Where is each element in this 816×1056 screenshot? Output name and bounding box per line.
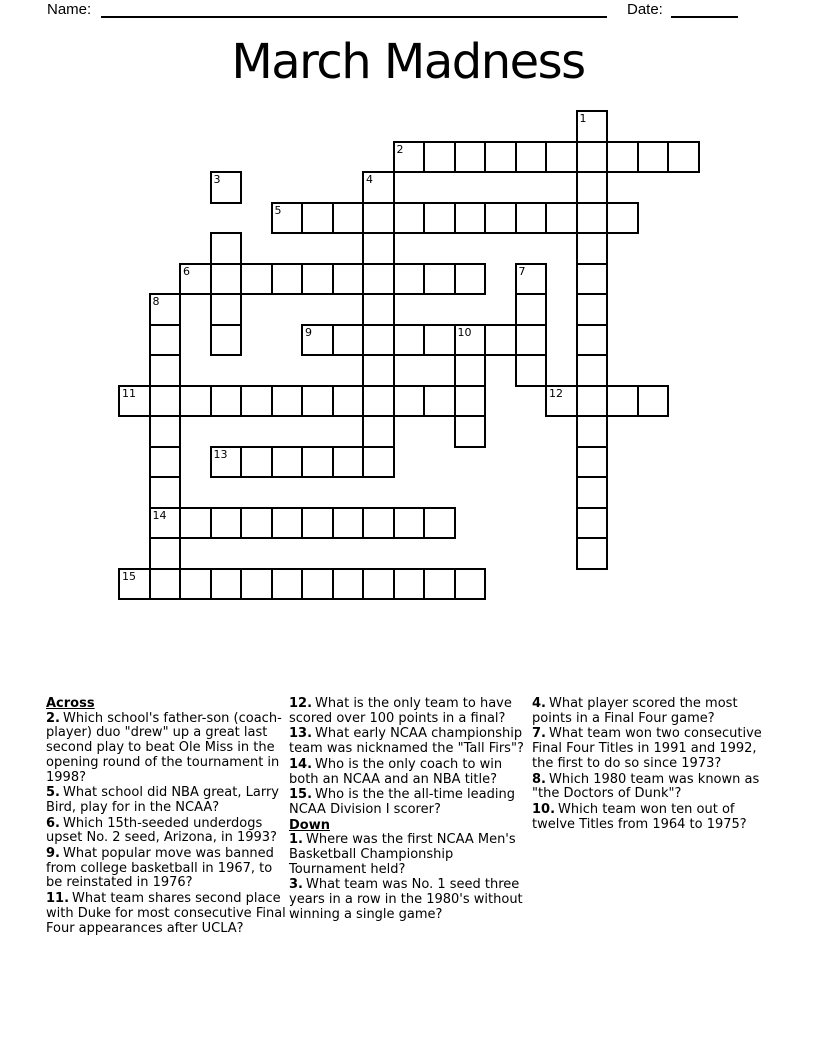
cell-number: 14	[152, 508, 167, 522]
crossword-cell[interactable]	[210, 385, 243, 418]
crossword-cell[interactable]	[423, 263, 456, 296]
crossword-cell[interactable]	[606, 202, 639, 235]
crossword-cell[interactable]	[576, 537, 609, 570]
clues-section	[46, 697, 774, 937]
crossword-cell[interactable]	[362, 232, 395, 265]
crossword-cell[interactable]	[484, 324, 517, 357]
cell-number: 11	[122, 386, 136, 400]
crossword-cell[interactable]	[240, 568, 273, 601]
clue-item	[532, 727, 772, 771]
clue-number: 5.	[46, 785, 60, 801]
cell-number: 15	[122, 569, 136, 583]
crossword-cell[interactable]	[301, 507, 334, 540]
crossword-cell[interactable]	[210, 232, 243, 265]
clue-text: What player scored the most points in a Final Four game?	[532, 696, 738, 726]
clue-text: Who is the only coach to win both an NCAA and an NBA title?	[289, 756, 503, 787]
crossword-cell[interactable]	[667, 141, 700, 174]
crossword-cell[interactable]	[576, 232, 609, 265]
crossword-cell[interactable]	[362, 415, 395, 448]
crossword-cell[interactable]	[240, 385, 273, 418]
crossword-cell[interactable]	[515, 141, 548, 174]
crossword-cell[interactable]	[515, 263, 548, 296]
clue-text: What is the only team to have scored over 100 points in a final?	[289, 696, 512, 726]
crossword-cell[interactable]	[271, 507, 304, 540]
name-label: Name:	[47, 1, 92, 18]
crossword-cell[interactable]	[484, 141, 517, 174]
crossword-cell[interactable]	[484, 202, 517, 235]
crossword-cell[interactable]	[423, 385, 456, 418]
clue-text: Which team won ten out of twelve Titles from 1964 to 1975?	[532, 801, 747, 832]
crossword-cell[interactable]	[179, 568, 212, 601]
clue-item	[532, 803, 772, 832]
crossword-cell[interactable]	[576, 324, 609, 357]
crossword-cell[interactable]	[240, 446, 273, 479]
crossword-cell[interactable]	[454, 202, 487, 235]
clue-text: Which school's father-son (coach-player) duo "drew" up a great last second play to beat Ole Miss in the opening round of the tournament in 1998?	[46, 710, 282, 785]
crossword-cell[interactable]	[362, 324, 395, 357]
cell-number: 12	[549, 386, 563, 400]
clue-text: What school did NBA great, Larry Bird, play for in the NCAA?	[46, 785, 280, 815]
clue-item	[289, 758, 529, 787]
crossword-cell[interactable]	[576, 415, 609, 448]
crossword-cell[interactable]	[301, 324, 334, 357]
cell-number: 4	[366, 173, 373, 186]
crossword-cell[interactable]	[301, 446, 334, 479]
clue-item	[289, 878, 529, 922]
clue-text: Who is the the all-time leading NCAA Division I scorer?	[289, 787, 515, 817]
crossword-cell[interactable]	[606, 141, 639, 174]
crossword-cell[interactable]	[118, 568, 151, 601]
crossword-cell[interactable]	[271, 446, 304, 479]
crossword-cell[interactable]	[332, 568, 365, 601]
cell-number: 1	[579, 112, 587, 125]
cell-number: 7	[518, 264, 526, 278]
crossword-cell[interactable]	[576, 110, 609, 143]
crossword-cell[interactable]	[393, 385, 426, 418]
crossword-cell[interactable]	[332, 385, 365, 418]
clue-item	[46, 712, 286, 786]
clue-item	[46, 786, 286, 815]
crossword-cell[interactable]	[393, 141, 426, 174]
clue-column	[532, 697, 772, 937]
clue-number: 8.	[532, 771, 546, 787]
crossword-cell[interactable]	[423, 324, 456, 357]
cell-number: 3	[213, 173, 221, 186]
clue-text: Where was the first NCAA Men's Basketball Championship Tournament held?	[289, 832, 516, 877]
date-label: Date:	[627, 1, 663, 18]
clue-number: 3.	[289, 877, 303, 893]
across-header: Across	[46, 696, 95, 711]
crossword-cell[interactable]	[240, 263, 273, 296]
crossword-cell[interactable]	[393, 324, 426, 357]
crossword-cell[interactable]	[210, 324, 243, 357]
crossword-cell[interactable]	[362, 293, 395, 326]
crossword-cell[interactable]	[423, 507, 456, 540]
clue-number: 1.	[289, 832, 303, 848]
page-title: March Madness	[231, 34, 585, 90]
crossword-cell[interactable]	[210, 171, 243, 204]
crossword-cell[interactable]	[454, 415, 487, 448]
crossword-cell[interactable]	[149, 476, 182, 509]
crossword-cell[interactable]	[149, 537, 182, 570]
clue-text: Which 1980 team was known as "the Doctors of Dunk"?	[532, 771, 760, 802]
crossword-cell[interactable]	[393, 263, 426, 296]
clue-item	[46, 847, 286, 891]
crossword-cell[interactable]	[149, 293, 182, 326]
crossword-cell[interactable]	[362, 385, 395, 418]
crossword-cell[interactable]	[301, 385, 334, 418]
crossword-cell[interactable]	[393, 202, 426, 235]
cell-number: 5	[274, 203, 282, 217]
clue-item	[46, 892, 286, 936]
crossword-cell[interactable]	[179, 263, 212, 296]
crossword-cell[interactable]	[301, 263, 334, 296]
crossword-cell[interactable]	[179, 385, 212, 418]
crossword-cell[interactable]	[149, 354, 182, 387]
crossword-cell[interactable]	[362, 568, 395, 601]
crossword-cell[interactable]	[179, 507, 212, 540]
crossword-cell[interactable]	[454, 354, 487, 387]
crossword-cell[interactable]	[576, 171, 609, 204]
clue-text: What popular move was banned from college basketball in 1967, to be reinstated in 1976?	[46, 846, 274, 891]
clue-number: 11.	[46, 891, 70, 907]
crossword-cell[interactable]	[332, 263, 365, 296]
crossword-cell[interactable]	[149, 507, 182, 540]
cell-number: 2	[396, 142, 404, 156]
crossword-cell[interactable]	[606, 385, 639, 418]
cell-number: 13	[213, 447, 228, 461]
crossword-cell[interactable]	[637, 385, 670, 418]
crossword-cell[interactable]	[149, 568, 182, 601]
crossword-cell[interactable]	[515, 293, 548, 326]
clue-column	[289, 697, 529, 937]
crossword-cell[interactable]	[362, 202, 395, 235]
crossword-cell[interactable]	[393, 507, 426, 540]
crossword-cell[interactable]	[210, 293, 243, 326]
cell-number: 9	[305, 325, 312, 339]
crossword-cell[interactable]	[271, 263, 304, 296]
crossword-cell[interactable]	[515, 324, 548, 357]
clue-text: What team shares second place with Duke for most consecutive Final Four appearances after UCLA?	[46, 891, 286, 936]
crossword-cell[interactable]	[423, 202, 456, 235]
clue-number: 14.	[289, 756, 313, 772]
crossword-cell[interactable]	[362, 171, 395, 204]
crossword-cell[interactable]	[149, 385, 182, 418]
crossword-cell[interactable]	[210, 446, 243, 479]
crossword-cell[interactable]	[454, 141, 487, 174]
crossword-cell[interactable]	[118, 385, 151, 418]
crossword-cell[interactable]	[362, 507, 395, 540]
clue-item	[46, 817, 286, 846]
crossword-cell[interactable]	[332, 324, 365, 357]
clue-number: 13.	[289, 726, 313, 742]
clue-number: 12.	[289, 696, 313, 711]
down-header: Down	[289, 817, 330, 833]
crossword-cell[interactable]	[210, 568, 243, 601]
crossword-cell[interactable]	[362, 446, 395, 479]
crossword-cell[interactable]	[149, 415, 182, 448]
cell-number: 10	[457, 325, 472, 339]
crossword-cell[interactable]	[271, 385, 304, 418]
crossword-cell[interactable]	[423, 141, 456, 174]
crossword-cell[interactable]	[301, 568, 334, 601]
crossword-cell[interactable]	[210, 263, 243, 296]
crossword-cell[interactable]	[576, 476, 609, 509]
crossword-cell[interactable]	[271, 202, 304, 235]
clue-number: 2.	[46, 710, 60, 726]
crossword-cell[interactable]	[301, 202, 334, 235]
clue-text: What early NCAA championship team was nicknamed the "Tall Firs"?	[289, 726, 524, 757]
cell-number: 6	[183, 264, 190, 278]
clue-text: What team won two consecutive Final Four Titles in 1991 and 1992, the first to do so since 1973?	[532, 726, 762, 771]
clue-number: 6.	[46, 815, 60, 831]
clue-item	[532, 697, 772, 726]
crossword-cell[interactable]	[362, 263, 395, 296]
crossword-cell[interactable]	[332, 446, 365, 479]
crossword-cell[interactable]	[454, 263, 487, 296]
crossword-cell[interactable]	[545, 141, 578, 174]
crossword-cell[interactable]	[454, 568, 487, 601]
clue-item	[289, 833, 529, 877]
crossword-cell[interactable]	[576, 202, 609, 235]
crossword-cell[interactable]	[362, 354, 395, 387]
clue-column	[46, 697, 286, 937]
clue-item	[532, 773, 772, 802]
clue-item	[289, 697, 529, 726]
crossword-cell[interactable]	[149, 446, 182, 479]
cell-number: 8	[152, 295, 160, 308]
clue-text: Which 15th-seeded underdogs upset No. 2 seed, Arizona, in 1993?	[46, 815, 277, 846]
clue-number: 9.	[46, 846, 60, 862]
crossword-cell[interactable]	[576, 446, 609, 479]
crossword-cell[interactable]	[576, 263, 609, 296]
crossword-cell[interactable]	[149, 324, 182, 357]
crossword-cell[interactable]	[423, 568, 456, 601]
clue-item	[289, 727, 529, 756]
crossword-cell[interactable]	[576, 507, 609, 540]
crossword-cell[interactable]	[332, 507, 365, 540]
crossword-cell[interactable]	[271, 568, 304, 601]
crossword-cell[interactable]	[515, 202, 548, 235]
crossword-cell[interactable]	[240, 507, 273, 540]
crossword-cell[interactable]	[454, 385, 487, 418]
crossword-cell[interactable]	[454, 324, 487, 357]
crossword-cell[interactable]	[393, 568, 426, 601]
clue-number: 10.	[532, 801, 556, 817]
crossword-cell[interactable]	[545, 202, 578, 235]
crossword-cell[interactable]	[576, 293, 609, 326]
clue-number: 15.	[289, 787, 313, 803]
crossword-cell[interactable]	[576, 354, 609, 387]
clue-text: What team was No. 1 seed three years in a row in the 1980's without winning a single game?	[289, 877, 523, 922]
crossword-cell[interactable]	[515, 354, 548, 387]
crossword-cell[interactable]	[332, 202, 365, 235]
clue-number: 4.	[532, 696, 546, 711]
clue-number: 7.	[532, 726, 546, 742]
crossword-cell[interactable]	[576, 385, 609, 418]
crossword-cell[interactable]	[210, 507, 243, 540]
crossword-cell[interactable]	[637, 141, 670, 174]
clue-item	[289, 788, 529, 817]
crossword-cell[interactable]	[545, 385, 578, 418]
crossword-cell[interactable]	[576, 141, 609, 174]
